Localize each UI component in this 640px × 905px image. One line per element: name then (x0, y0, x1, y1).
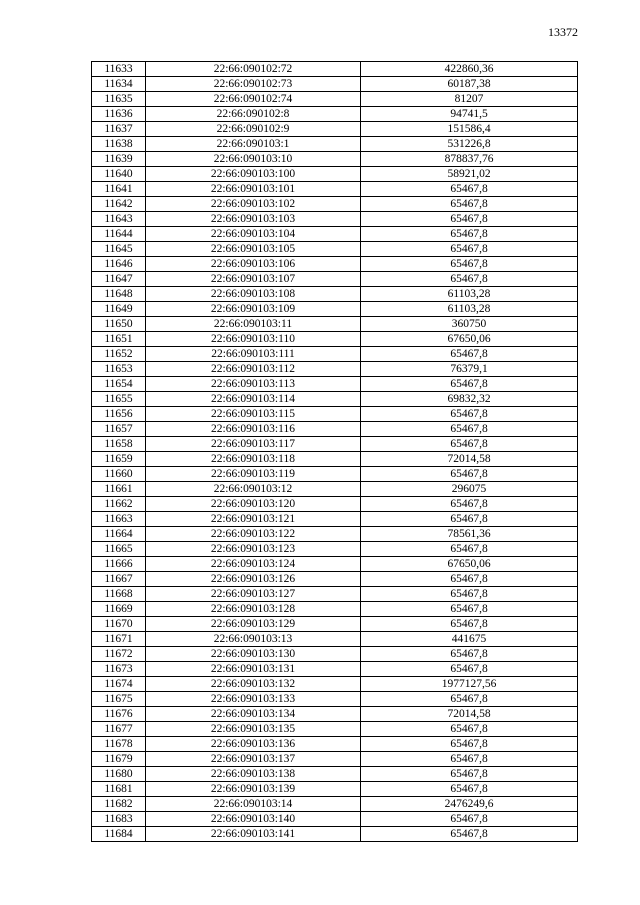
table-row (92, 452, 578, 467)
cadastral-number-cell: 22:66:090103:116 (146, 422, 361, 437)
cadastral-number-cell: 22:66:090103:130 (146, 647, 361, 662)
cadastral-value-cell: 65467,8 (361, 692, 578, 707)
table-row (92, 197, 578, 212)
cadastral-number-cell: 22:66:090103:140 (146, 812, 361, 827)
row-number-cell: 11642 (92, 197, 146, 212)
cadastral-number-cell: 22:66:090103:122 (146, 527, 361, 542)
cadastral-value-cell: 65467,8 (361, 257, 578, 272)
table-row (92, 587, 578, 602)
row-number-cell: 11639 (92, 152, 146, 167)
table-row (92, 332, 578, 347)
row-number-cell: 11665 (92, 542, 146, 557)
cadastral-number-cell: 22:66:090103:107 (146, 272, 361, 287)
table-row (92, 272, 578, 287)
table-row (92, 497, 578, 512)
table-row (92, 167, 578, 182)
cadastral-number-cell: 22:66:090103:119 (146, 467, 361, 482)
cadastral-number-cell: 22:66:090103:117 (146, 437, 361, 452)
cadastral-number-cell: 22:66:090103:112 (146, 362, 361, 377)
table-row (92, 377, 578, 392)
cadastral-number-cell: 22:66:090103:13 (146, 632, 361, 647)
table-row (92, 422, 578, 437)
cadastral-value-cell: 878837,76 (361, 152, 578, 167)
table-row (92, 572, 578, 587)
cadastral-value-cell: 65467,8 (361, 437, 578, 452)
row-number-cell: 11651 (92, 332, 146, 347)
row-number-cell: 11641 (92, 182, 146, 197)
cadastral-number-cell: 22:66:090103:123 (146, 542, 361, 557)
row-number-cell: 11681 (92, 782, 146, 797)
cadastral-value-cell: 58921,02 (361, 167, 578, 182)
cadastral-value-cell: 65467,8 (361, 347, 578, 362)
cadastral-number-cell: 22:66:090102:74 (146, 92, 361, 107)
cadastral-number-cell: 22:66:090102:72 (146, 62, 361, 77)
table-row (92, 677, 578, 692)
table-row (92, 317, 578, 332)
row-number-cell: 11684 (92, 827, 146, 842)
row-number-cell: 11650 (92, 317, 146, 332)
table-row (92, 302, 578, 317)
table-row (92, 437, 578, 452)
cadastral-value-cell: 65467,8 (361, 272, 578, 287)
table-row (92, 722, 578, 737)
table-row (92, 767, 578, 782)
row-number-cell: 11634 (92, 77, 146, 92)
cadastral-number-cell: 22:66:090103:137 (146, 752, 361, 767)
row-number-cell: 11678 (92, 737, 146, 752)
table-row (92, 617, 578, 632)
cadastral-number-cell: 22:66:090103:126 (146, 572, 361, 587)
cadastral-number-cell: 22:66:090103:120 (146, 497, 361, 512)
table-row (92, 347, 578, 362)
cadastral-value-cell: 60187,38 (361, 77, 578, 92)
cadastral-value-cell: 65467,8 (361, 182, 578, 197)
cadastral-value-cell: 65467,8 (361, 782, 578, 797)
cadastral-number-cell: 22:66:090103:139 (146, 782, 361, 797)
cadastral-number-cell: 22:66:090103:121 (146, 512, 361, 527)
page-number: 13372 (548, 25, 578, 39)
row-number-cell: 11635 (92, 92, 146, 107)
cadastral-number-cell: 22:66:090103:135 (146, 722, 361, 737)
row-number-cell: 11657 (92, 422, 146, 437)
table-row (92, 77, 578, 92)
cadastral-value-cell: 65467,8 (361, 812, 578, 827)
cadastral-value-cell: 151586,4 (361, 122, 578, 137)
cadastral-number-cell: 22:66:090103:12 (146, 482, 361, 497)
row-number-cell: 11670 (92, 617, 146, 632)
cadastral-value-cell: 65467,8 (361, 752, 578, 767)
cadastral-value-cell: 94741,5 (361, 107, 578, 122)
cadastral-number-cell: 22:66:090103:138 (146, 767, 361, 782)
cadastral-value-cell: 65467,8 (361, 377, 578, 392)
cadastral-value-cell: 65467,8 (361, 767, 578, 782)
row-number-cell: 11649 (92, 302, 146, 317)
cadastral-value-cell: 65467,8 (361, 197, 578, 212)
row-number-cell: 11640 (92, 167, 146, 182)
cadastral-number-cell: 22:66:090103:114 (146, 392, 361, 407)
row-number-cell: 11664 (92, 527, 146, 542)
table-row (92, 707, 578, 722)
table-row (92, 752, 578, 767)
row-number-cell: 11645 (92, 242, 146, 257)
cadastral-number-cell: 22:66:090103:132 (146, 677, 361, 692)
row-number-cell: 11647 (92, 272, 146, 287)
cadastral-number-cell: 22:66:090103:128 (146, 602, 361, 617)
row-number-cell: 11676 (92, 707, 146, 722)
table-row (92, 137, 578, 152)
table-row (92, 182, 578, 197)
cadastral-number-cell: 22:66:090103:104 (146, 227, 361, 242)
row-number-cell: 11672 (92, 647, 146, 662)
row-number-cell: 11662 (92, 497, 146, 512)
row-number-cell: 11654 (92, 377, 146, 392)
cadastral-number-cell: 22:66:090103:110 (146, 332, 361, 347)
cadastral-value-cell: 65467,8 (361, 647, 578, 662)
table-row (92, 62, 578, 77)
row-number-cell: 11638 (92, 137, 146, 152)
row-number-cell: 11668 (92, 587, 146, 602)
cadastral-value-cell: 65467,8 (361, 662, 578, 677)
cadastral-value-cell: 72014,58 (361, 707, 578, 722)
row-number-cell: 11677 (92, 722, 146, 737)
table-row (92, 632, 578, 647)
cadastral-number-cell: 22:66:090103:109 (146, 302, 361, 317)
row-number-cell: 11653 (92, 362, 146, 377)
cadastral-value-cell: 65467,8 (361, 617, 578, 632)
table-row (92, 242, 578, 257)
cadastral-value-cell: 65467,8 (361, 827, 578, 842)
cadastral-value-cell: 72014,58 (361, 452, 578, 467)
cadastral-value-cell: 2476249,6 (361, 797, 578, 812)
row-number-cell: 11671 (92, 632, 146, 647)
row-number-cell: 11683 (92, 812, 146, 827)
table-row (92, 107, 578, 122)
cadastral-value-cell: 61103,28 (361, 302, 578, 317)
table-row (92, 602, 578, 617)
cadastral-number-cell: 22:66:090103:124 (146, 557, 361, 572)
table-row (92, 542, 578, 557)
table-row (92, 362, 578, 377)
cadastral-value-table (91, 61, 578, 842)
cadastral-number-cell: 22:66:090103:111 (146, 347, 361, 362)
table-row (92, 212, 578, 227)
table-row (92, 122, 578, 137)
cadastral-number-cell: 22:66:090103:133 (146, 692, 361, 707)
row-number-cell: 11663 (92, 512, 146, 527)
cadastral-value-cell: 76379,1 (361, 362, 578, 377)
row-number-cell: 11675 (92, 692, 146, 707)
cadastral-value-cell: 81207 (361, 92, 578, 107)
row-number-cell: 11643 (92, 212, 146, 227)
cadastral-value-cell: 78561,36 (361, 527, 578, 542)
table-row (92, 692, 578, 707)
row-number-cell: 11659 (92, 452, 146, 467)
cadastral-value-cell: 422860,36 (361, 62, 578, 77)
row-number-cell: 11637 (92, 122, 146, 137)
cadastral-number-cell: 22:66:090103:141 (146, 827, 361, 842)
cadastral-number-cell: 22:66:090103:115 (146, 407, 361, 422)
cadastral-value-cell: 65467,8 (361, 422, 578, 437)
cadastral-value-cell: 65467,8 (361, 497, 578, 512)
table-row (92, 287, 578, 302)
cadastral-number-cell: 22:66:090103:102 (146, 197, 361, 212)
cadastral-value-cell: 65467,8 (361, 227, 578, 242)
cadastral-number-cell: 22:66:090103:131 (146, 662, 361, 677)
cadastral-number-cell: 22:66:090102:73 (146, 77, 361, 92)
cadastral-number-cell: 22:66:090103:100 (146, 167, 361, 182)
row-number-cell: 11674 (92, 677, 146, 692)
row-number-cell: 11646 (92, 257, 146, 272)
table-row (92, 782, 578, 797)
row-number-cell: 11667 (92, 572, 146, 587)
row-number-cell: 11644 (92, 227, 146, 242)
cadastral-number-cell: 22:66:090103:106 (146, 257, 361, 272)
cadastral-number-cell: 22:66:090103:11 (146, 317, 361, 332)
cadastral-number-cell: 22:66:090103:127 (146, 587, 361, 602)
table-row (92, 797, 578, 812)
cadastral-number-cell: 22:66:090103:103 (146, 212, 361, 227)
row-number-cell: 11673 (92, 662, 146, 677)
table-row (92, 647, 578, 662)
table-row (92, 812, 578, 827)
row-number-cell: 11655 (92, 392, 146, 407)
table-row (92, 512, 578, 527)
row-number-cell: 11652 (92, 347, 146, 362)
table-row (92, 827, 578, 842)
cadastral-value-cell: 65467,8 (361, 737, 578, 752)
row-number-cell: 11679 (92, 752, 146, 767)
cadastral-value-cell: 296075 (361, 482, 578, 497)
row-number-cell: 11656 (92, 407, 146, 422)
row-number-cell: 11636 (92, 107, 146, 122)
cadastral-value-cell: 531226,8 (361, 137, 578, 152)
cadastral-value-cell: 441675 (361, 632, 578, 647)
cadastral-value-cell: 61103,28 (361, 287, 578, 302)
cadastral-value-cell: 65467,8 (361, 602, 578, 617)
cadastral-number-cell: 22:66:090103:129 (146, 617, 361, 632)
cadastral-number-cell: 22:66:090103:134 (146, 707, 361, 722)
cadastral-value-cell: 67650,06 (361, 557, 578, 572)
row-number-cell: 11660 (92, 467, 146, 482)
cadastral-number-cell: 22:66:090103:136 (146, 737, 361, 752)
table-row (92, 152, 578, 167)
cadastral-number-cell: 22:66:090102:9 (146, 122, 361, 137)
cadastral-number-cell: 22:66:090103:118 (146, 452, 361, 467)
cadastral-number-cell: 22:66:090102:8 (146, 107, 361, 122)
cadastral-number-cell: 22:66:090103:113 (146, 377, 361, 392)
cadastral-value-cell: 65467,8 (361, 212, 578, 227)
table-row (92, 392, 578, 407)
cadastral-value-cell: 65467,8 (361, 242, 578, 257)
table-row (92, 227, 578, 242)
cadastral-value-cell: 67650,06 (361, 332, 578, 347)
cadastral-value-cell: 65467,8 (361, 587, 578, 602)
table-row (92, 527, 578, 542)
table-row (92, 257, 578, 272)
row-number-cell: 11658 (92, 437, 146, 452)
cadastral-number-cell: 22:66:090103:101 (146, 182, 361, 197)
table-row (92, 467, 578, 482)
row-number-cell: 11680 (92, 767, 146, 782)
cadastral-number-cell: 22:66:090103:105 (146, 242, 361, 257)
row-number-cell: 11682 (92, 797, 146, 812)
row-number-cell: 11666 (92, 557, 146, 572)
row-number-cell: 11633 (92, 62, 146, 77)
cadastral-value-cell: 65467,8 (361, 512, 578, 527)
row-number-cell: 11648 (92, 287, 146, 302)
cadastral-value-cell: 65467,8 (361, 722, 578, 737)
cadastral-value-cell: 65467,8 (361, 542, 578, 557)
cadastral-value-cell: 360750 (361, 317, 578, 332)
cadastral-number-cell: 22:66:090103:14 (146, 797, 361, 812)
row-number-cell: 11661 (92, 482, 146, 497)
cadastral-number-cell: 22:66:090103:108 (146, 287, 361, 302)
table-row (92, 662, 578, 677)
cadastral-number-cell: 22:66:090103:1 (146, 137, 361, 152)
table-row (92, 737, 578, 752)
cadastral-value-cell: 65467,8 (361, 572, 578, 587)
cadastral-value-cell: 65467,8 (361, 467, 578, 482)
table-row (92, 557, 578, 572)
cadastral-value-cell: 1977127,56 (361, 677, 578, 692)
table-row (92, 407, 578, 422)
table-row (92, 92, 578, 107)
table-body (92, 62, 578, 842)
cadastral-value-cell: 65467,8 (361, 407, 578, 422)
table-row (92, 482, 578, 497)
cadastral-value-cell: 69832,32 (361, 392, 578, 407)
cadastral-number-cell: 22:66:090103:10 (146, 152, 361, 167)
row-number-cell: 11669 (92, 602, 146, 617)
